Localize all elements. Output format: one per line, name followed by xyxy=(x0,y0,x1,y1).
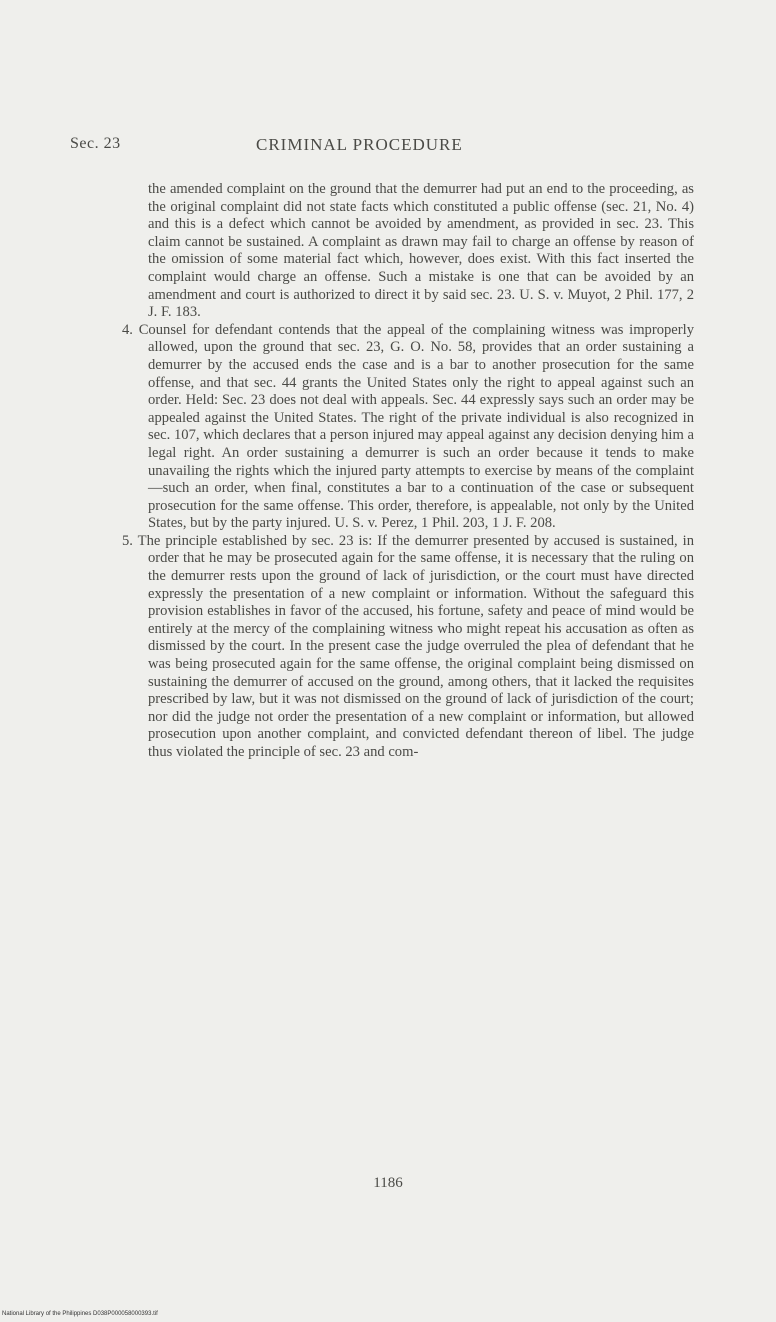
document-body xyxy=(98,181,694,762)
page-title: CRIMINAL PROCEDURE xyxy=(256,135,463,154)
scan-footer: National Library of the Philippines D038P000058000393.tif xyxy=(2,1311,158,1317)
page-number: 1186 xyxy=(373,1175,403,1191)
section-label: Sec. 23 xyxy=(70,135,121,152)
annotation-item-4: 4. Counsel for defendant contends that the appeal of the complaining witness was improperly allowed, upon the ground that sec. 23, G. O. No. 58, provides that an order sustaining a demurrer by the accused ends the case and is a bar to another prosecution for the same offense, and that sec. 44 grants the United States only the right to appeal against such an order. Held: Sec. 23 does not deal with appeals. Sec. 44 expressly says such an order may be appealed against the United States. The right of the private individual is also recognized in sec. 107, which declares that a person injured may appeal against any decision denying him a legal right. An order sustaining a demurrer is such an order because it tends to make unavailing the rights which the injured party attempts to exercise by means of the complaint—such an order, when final, constitutes a bar to a continuation of the case or subsequent prosecution for the same offense. This order, therefore, is appealable, not only by the United States, but by the party injured. U. S. v. Perez, 1 Phil. 203, 1 J. F. 208. xyxy=(122,321,694,532)
continuation-paragraph: the amended complaint on the ground that the demurrer had put an end to the proceeding, as the original complaint did not state facts which constituted a public offense (sec. 21, No. 4) and this is a defect which cannot be avoided by amendment, as provided in sec. 23. This claim cannot be sustained. A complaint as drawn may fail to charge an offense by reason of the omission of some material fact which, however, does exist. With this fact inserted the complaint would charge an offense. Such a mistake is one that can be avoided by an amendment and court is authorized to direct it by said sec. 23. U. S. v. Muyot, 2 Phil. 177, 2 J. F. 183. xyxy=(148,181,694,321)
annotation-item-5: 5. The principle established by sec. 23 is: If the demurrer presented by accused is sustained, in order that he may be prosecuted again for the same offense, it is necessary that the ruling on the demurrer rests upon the ground of lack of jurisdiction, or the court must have directed expressly the presentation of a new complaint or information. Without the safeguard this provision establishes in favor of the accused, his fortune, safety and peace of mind would be entirely at the mercy of the complaining witness who might repeat his accusation as often as dismissed by the court. In the present case the judge overruled the plea of defendant that he was being prosecuted again for the same offense, the original complaint being dismissed on sustaining the demurrer of accused on the ground, among others, that it lacked the requisites prescribed by law, but it was not dismissed on the ground of lack of jurisdiction of the court; nor did the judge not order the presentation of a new complaint or information, but allowed prosecution upon another complaint, and convicted defendant thereon of libel. The judge thus violated the principle of sec. 23 and com- xyxy=(122,532,694,760)
running-header xyxy=(70,135,720,159)
